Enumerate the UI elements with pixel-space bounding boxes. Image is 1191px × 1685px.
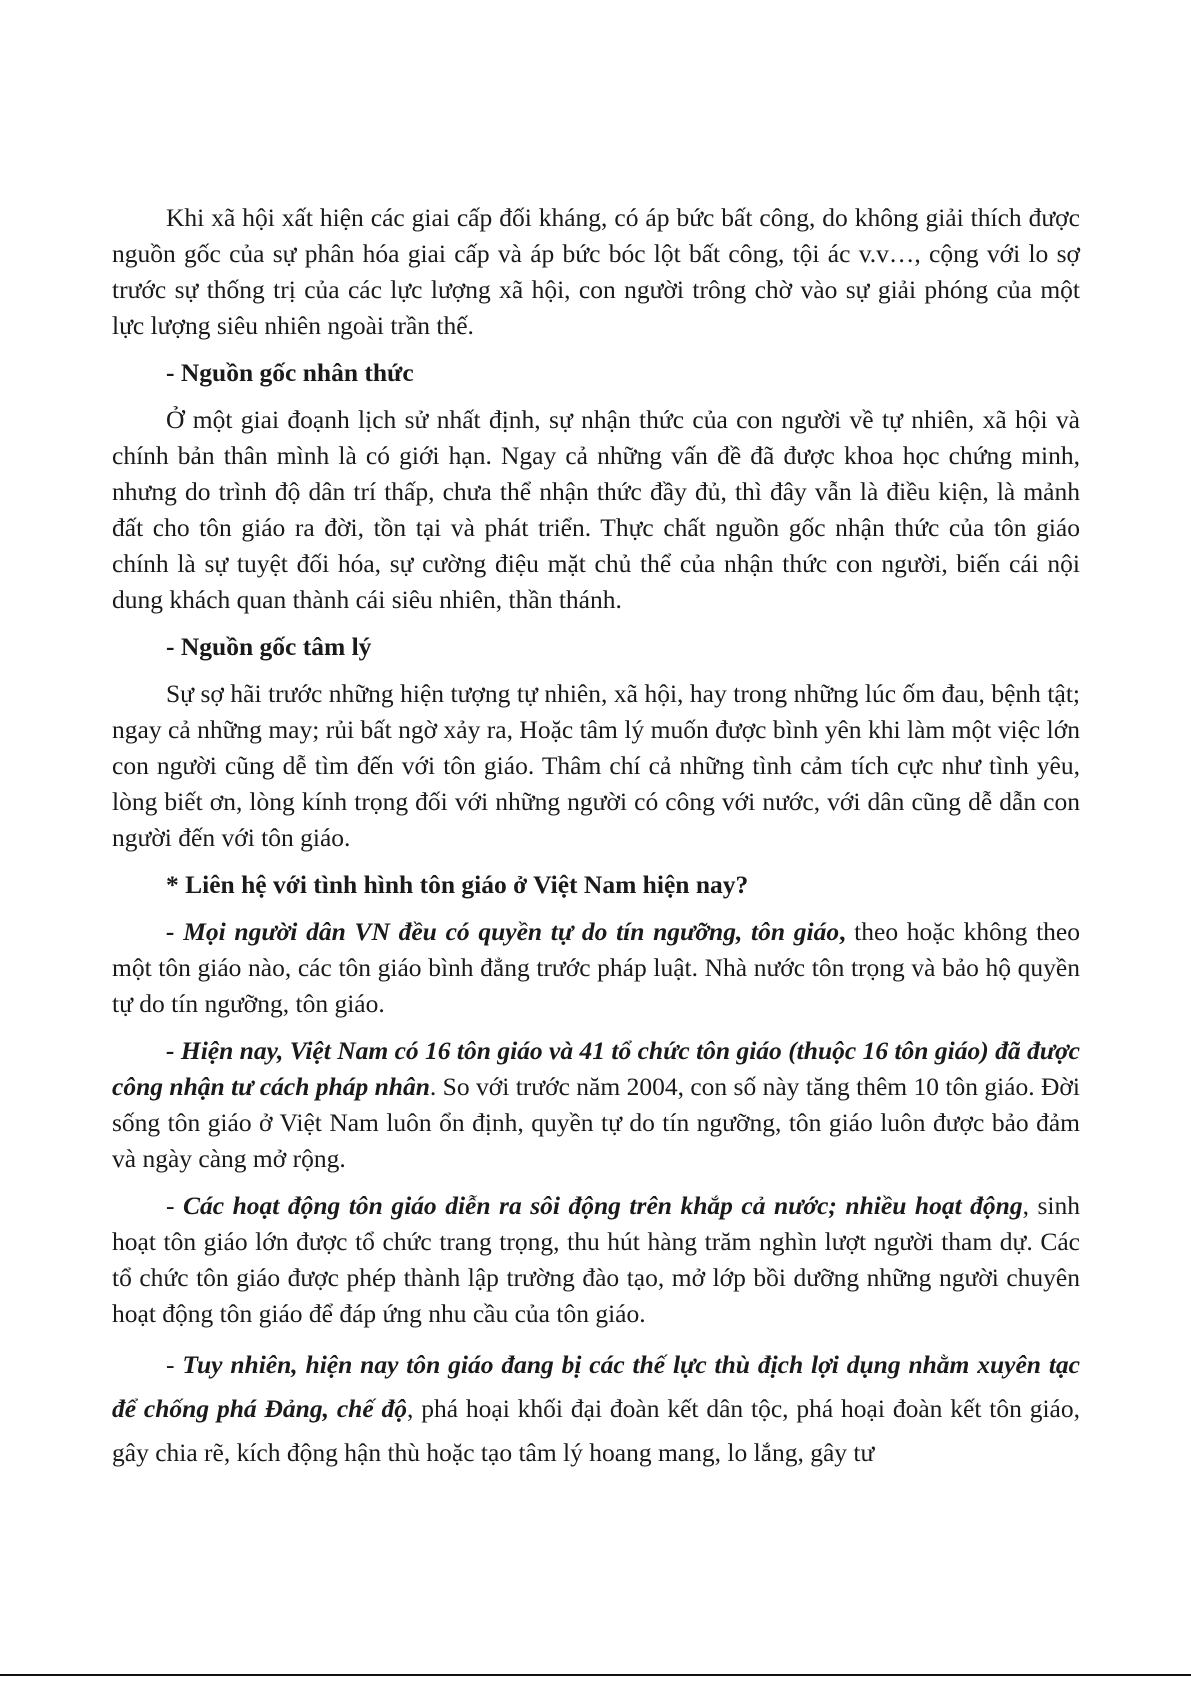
- heading-vietnam-religion: * Liên hệ với tình hình tôn giáo ở Việt Nam hiện nay?: [166, 870, 749, 899]
- dash-prefix: -: [166, 1191, 184, 1220]
- emphasis-comma: ,: [839, 917, 846, 946]
- emphasis-text: Tuy nhiên, hiện nay tôn giáo đang bị các thế lực thù địch lợi dụng nhằm xuyên tạc để chống phá Đảng, chế độ: [112, 1350, 1081, 1423]
- body-text: theo hoặc không theo một tôn giáo nào, các tôn giáo bình đẳng trước pháp luật. Nhà nước tôn trọng và bảo hộ quyền tự do tín ngưỡng, tôn giáo.: [112, 917, 1080, 1018]
- emphasis-text: - Hiện nay, Việt Nam có 16 tôn giáo và 41 tổ chức tôn giáo (thuộc 16 tôn giáo) đã được công nhận tư cách pháp nhân: [112, 1036, 1080, 1101]
- paragraph-recognized-religions: [112, 1033, 1080, 1177]
- paragraph-freedom-of-belief: [112, 914, 1080, 1022]
- body-text: . So với trước năm 2004, con số này tăng thêm 10 tôn giáo. Đời sống tôn giáo ở Việt Nam luôn ổn định, quyền tự do tín ngưỡng, tôn giáo luôn được bảo đảm và ngày càng mở rộng.: [112, 1072, 1080, 1173]
- page-bottom-rule: [0, 1674, 1191, 1676]
- body-text: , phá hoại khối đại đoàn kết dân tộc, phá hoại đoàn kết tôn giáo, gây chia rẽ, kích động hận thù hoặc tạo tâm lý hoang mang, lo lắng, gây tư: [112, 1394, 1080, 1467]
- document-page: [112, 200, 1080, 1486]
- heading-cognitive-origin: - Nguồn gốc nhân thức: [166, 358, 414, 387]
- paragraph-religious-activities: [112, 1188, 1080, 1332]
- dash-prefix: -: [166, 1350, 183, 1379]
- emphasis-text: Các hoạt động tôn giáo diễn ra sôi động trên khắp cả nước; nhiều hoạt động: [183, 1191, 1023, 1220]
- paragraph-psychological-origin: Sự sợ hãi trước những hiện tượng tự nhiên, xã hội, hay trong những lúc ốm đau, bệnh tật; ngay cả những may; rủi bất ngờ xảy ra, Hoặc tâm lý muốn được bình yên khi làm một việc lớn con người cũng dễ tìm đến với tôn giáo. Thâm chí cả những tình cảm tích cực như tình yêu, lòng biết ơn, lòng kính trọng đối với những người có công với nước, với dân cũng dễ dẫn con người đến với tôn giáo.: [112, 679, 1080, 852]
- body-text: , sinh hoạt tôn giáo lớn được tổ chức trang trọng, thu hút hàng trăm nghìn lượt người tham dự. Các tổ chức tôn giáo được phép thành lập trường đào tạo, mở lớp bồi dưỡng những người chuyên hoạt động tôn giáo để đáp ứng nhu cầu của tôn giáo.: [112, 1191, 1081, 1328]
- emphasis-text: - Mọi người dân VN đều có quyền tự do tín ngưỡng, tôn giáo: [166, 917, 840, 946]
- paragraph-cognitive-origin: Ở một giai đoạnh lịch sử nhất định, sự nhận thức của con người về tự nhiên, xã hội và chính bản thân mình là có giới hạn. Ngay cả những vấn đề đã được khoa học chứng minh, nhưng do trình độ dân trí thấp, chưa thể nhận thức đầy đủ, thì đây vẫn là điều kiện, là mảnh đất cho tôn giáo ra đời, tồn tại và phát triển. Thực chất nguồn gốc nhận thức của tôn giáo chính là sự tuyệt đối hóa, sự cường điệu mặt chủ thể của nhận thức con người, biến cái nội dung khách quan thành cái siêu nhiên, thần thánh.: [112, 405, 1080, 614]
- heading-psychological-origin: - Nguồn gốc tâm lý: [166, 632, 372, 661]
- paragraph-class-origin: Khi xã hội xất hiện các giai cấp đối kháng, có áp bức bất công, do không giải thích được nguồn gốc của sự phân hóa giai cấp và áp bức bóc lột bất công, tội ác v.v…, cộng với lo sợ trước sự thống trị của các lực lượng xã hội, con người trông chờ vào sự giải phóng của một lực lượng siêu nhiên ngoài trần thế.: [112, 203, 1080, 340]
- paragraph-hostile-forces: [112, 1343, 1080, 1475]
